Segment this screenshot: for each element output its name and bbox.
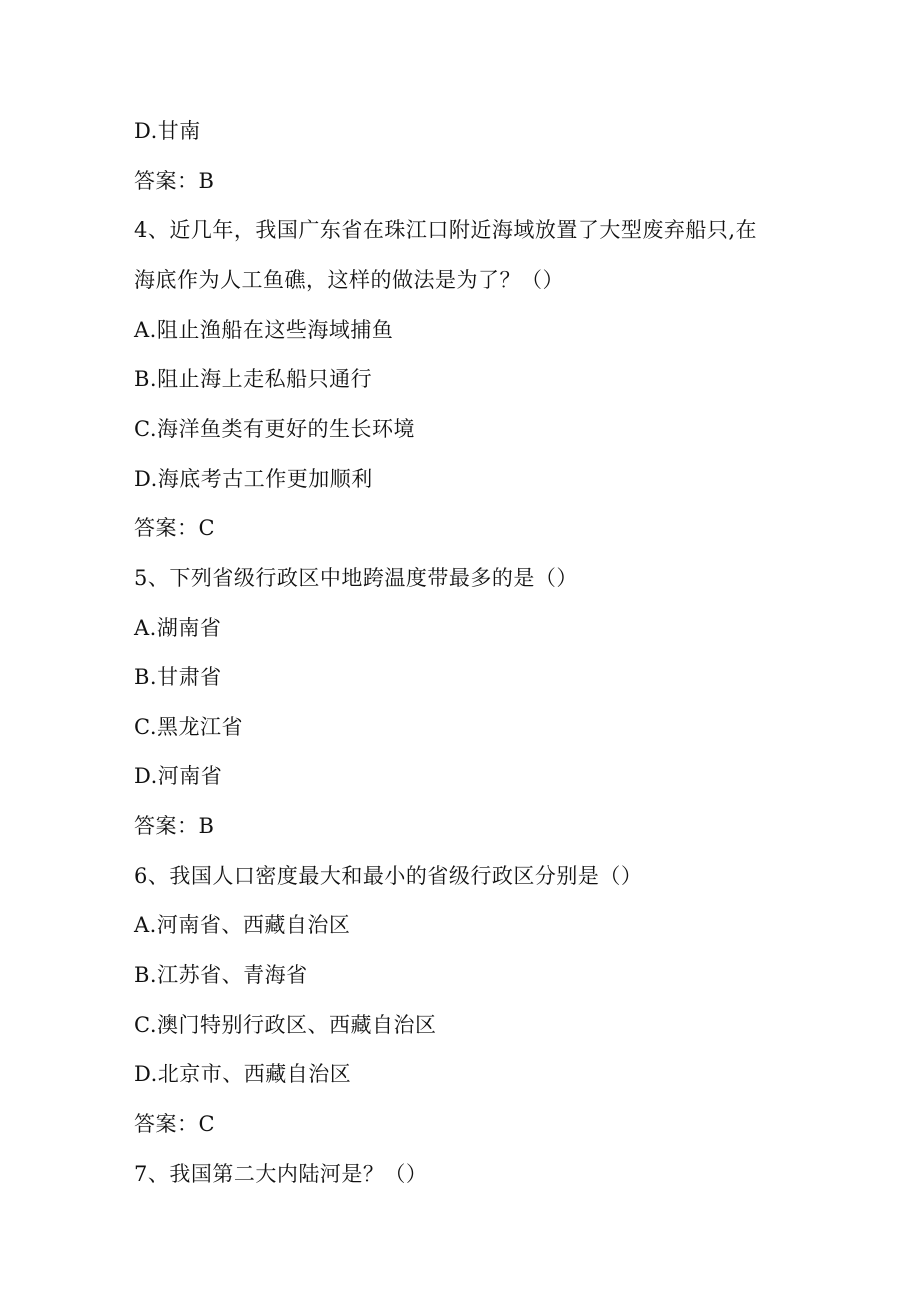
option-c-q4: C.海洋鱼类有更好的生长环境 (134, 417, 415, 441)
answer-q4: 答案：C (134, 516, 216, 540)
question-4-line-1: 4、近几年，我国广东省在珠江口附近海域放置了大型废弃船只,在 (134, 218, 758, 242)
option-d-q3: D.甘南 (134, 119, 201, 143)
option-d-q6: D.北京市、西藏自治区 (134, 1062, 352, 1086)
option-d-q5: D.河南省 (134, 764, 223, 788)
option-c-q6: C.澳门特别行政区、西藏自治区 (134, 1013, 437, 1037)
question-4-line-2: 海底作为人工鱼礁，这样的做法是为了？（） (134, 268, 564, 292)
option-b-q6: B.江苏省、青海省 (134, 963, 308, 987)
option-c-q5: C.黑龙江省 (134, 715, 243, 739)
option-a-q4: A.阻止渔船在这些海域捕鱼 (134, 318, 394, 342)
answer-q3: 答案：B (134, 169, 215, 193)
question-7: 7、我国第二大内陆河是？（） (134, 1162, 428, 1186)
question-6: 6、我国人口密度最大和最小的省级行政区分别是（） (134, 864, 643, 888)
option-a-q6: A.河南省、西藏自治区 (134, 913, 351, 937)
option-a-q5: A.湖南省 (134, 616, 222, 640)
question-5: 5、下列省级行政区中地跨温度带最多的是（） (134, 566, 578, 590)
option-d-q4: D.海底考古工作更加顺利 (134, 467, 373, 491)
option-b-q5: B.甘肃省 (134, 665, 222, 689)
answer-q5: 答案：B (134, 814, 215, 838)
option-b-q4: B.阻止海上走私船只通行 (134, 367, 373, 391)
answer-q6: 答案：C (134, 1112, 216, 1136)
